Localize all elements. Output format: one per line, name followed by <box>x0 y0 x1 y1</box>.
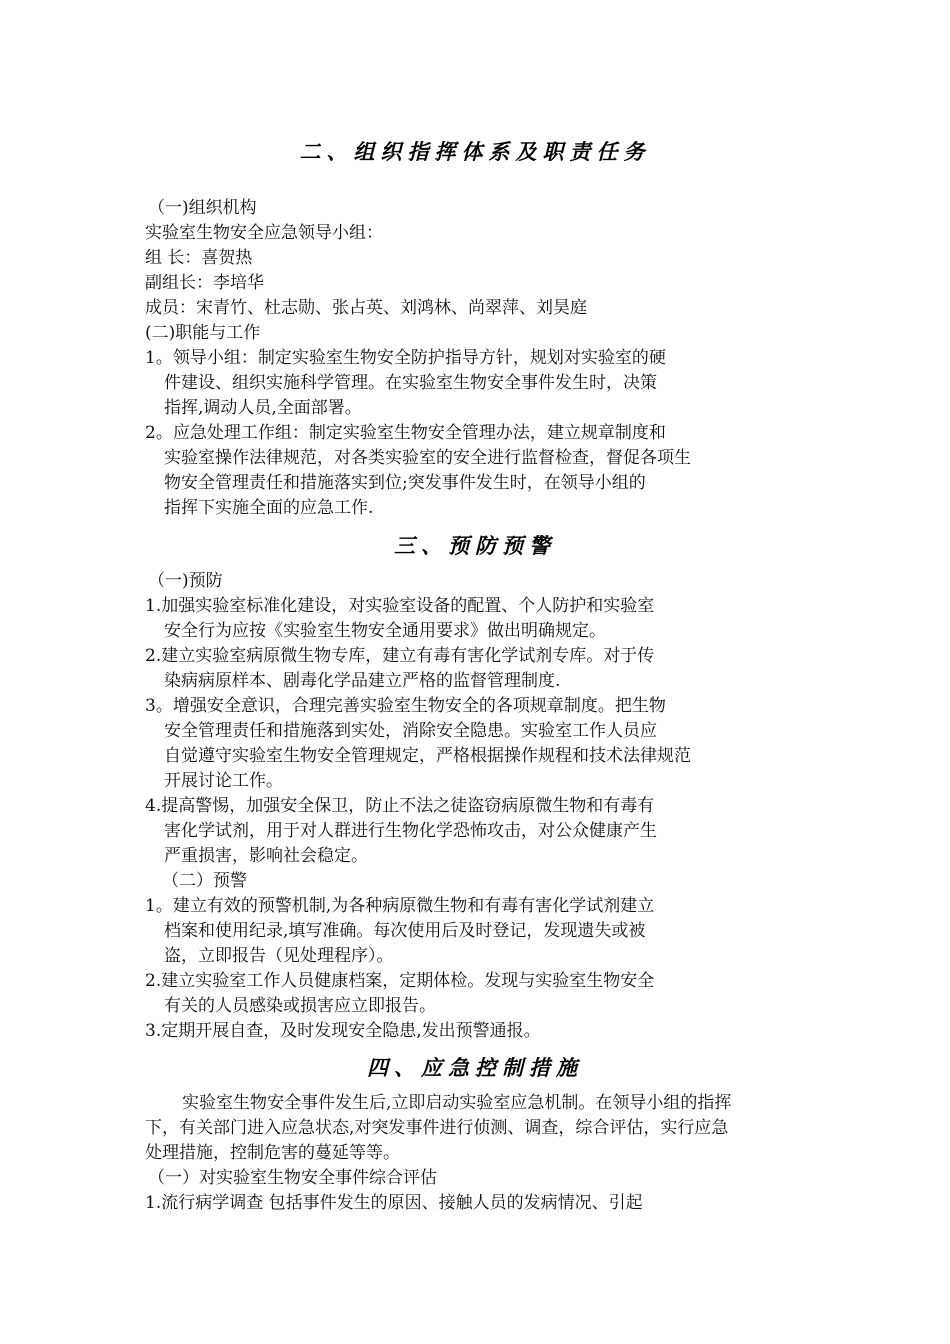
duty-item-1-line-2: 件建设、组织实施科学管理。在实验室生物安全事件发生时，决策 <box>164 373 657 393</box>
warn-item-1-line-2: 档案和使用纪录,填写准确。每次使用后及时登记，发现遗失或被 <box>164 921 646 941</box>
prevent-item-2-line-1: 2.建立实验室病原微生物专库，建立有毒有害化学试剂专库。对于传 <box>145 646 655 666</box>
deputy-leader: 副组长：李培华 <box>145 273 264 293</box>
section4-para-line-1: 实验室生物安全事件发生后,立即启动实验室应急机制。在领导小组的指挥 <box>182 1093 732 1113</box>
prevent-item-4-line-1: 4.提高警惕，加强安全保卫，防止不法之徒盗窃病原微生物和有毒有 <box>145 796 655 816</box>
section2-sub2: (二)职能与工作 <box>145 323 261 343</box>
section3-heading: 三、预防预警 <box>394 534 556 558</box>
duty-item-2-line-4: 指挥下实施全面的应急工作. <box>164 498 374 518</box>
section3-sub2: （二）预警 <box>162 871 247 891</box>
section4-para-line-3: 处理措施，控制危害的蔓延等等。 <box>145 1143 400 1163</box>
warn-item-1-line-1: 1。建立有效的预警机制,为各种病原微生物和有毒有害化学试剂建立 <box>145 896 655 916</box>
section3-sub1: （一)预防 <box>148 571 223 591</box>
group-members: 成员：宋青竹、杜志勋、张占英、刘鸿林、尚翠萍、刘昊庭 <box>145 298 587 318</box>
prevent-item-1-line-1: 1.加强实验室标准化建设，对实验室设备的配置、个人防护和实验室 <box>145 596 655 616</box>
prevent-item-4-line-3: 严重损害，影响社会稳定。 <box>164 846 368 866</box>
warn-item-3: 3.定期开展自查，及时发现安全隐患,发出预警通报。 <box>145 1021 541 1041</box>
prevent-item-3-line-3: 自觉遵守实验室生物安全管理规定，严格根据操作规程和技术法律规范 <box>164 746 691 766</box>
duty-item-2-line-2: 实验室操作法律规范，对各类实验室的安全进行监督检查，督促各项生 <box>164 448 691 468</box>
prevent-item-3-line-2: 安全管理责任和措施落到实处，消除安全隐患。实验室工作人员应 <box>164 721 657 741</box>
leadership-group-title: 实验室生物安全应急领导小组： <box>145 223 383 243</box>
prevent-item-2-line-2: 染病病原样本、剧毒化学品建立严格的监督管理制度. <box>164 671 561 691</box>
assess-item-1: 1.流行病学调查 包括事件发生的原因、接触人员的发病情况、引起 <box>145 1193 643 1213</box>
section2-heading: 二、组织指挥体系及职责任务 <box>299 140 651 164</box>
prevent-item-3-line-1: 3。增强安全意识，合理完善实验室生物安全的各项规章制度。把生物 <box>145 696 666 716</box>
duty-item-1-line-1: 1。领导小组：制定实验室生物安全防护指导方针，规划对实验室的硬 <box>145 348 666 368</box>
prevent-item-4-line-2: 害化学试剂，用于对人群进行生物化学恐怖攻击，对公众健康产生 <box>164 821 657 841</box>
duty-item-1-line-3: 指挥,调动人员,全面部署。 <box>164 398 362 418</box>
section4-heading: 四、应急控制措施 <box>367 1056 583 1080</box>
duty-item-2-line-1: 2。应急处理工作组：制定实验室生物安全管理办法，建立规章制度和 <box>145 423 666 443</box>
section2-sub1: （一)组织机构 <box>148 198 257 218</box>
duty-item-2-line-3: 物安全管理责任和措施落实到位;突发事件发生时，在领导小组的 <box>164 473 646 493</box>
section4-sub1: （一）对实验室生物安全事件综合评估 <box>148 1168 437 1188</box>
group-leader: 组 长：喜贺热 <box>145 248 253 268</box>
section4-para-line-2: 下，有关部门进入应急状态,对突发事件进行侦测、调查，综合评估，实行应急 <box>145 1118 729 1138</box>
warn-item-2-line-2: 有关的人员感染或损害应立即报告。 <box>164 996 436 1016</box>
prevent-item-3-line-4: 开展讨论工作。 <box>164 771 283 791</box>
warn-item-1-line-3: 盗，立即报告（见处理程序）。 <box>164 946 394 966</box>
warn-item-2-line-1: 2.建立实验室工作人员健康档案，定期体检。发现与实验室生物安全 <box>145 971 655 991</box>
prevent-item-1-line-2: 安全行为应按《实验室生物安全通用要求》做出明确规定。 <box>164 621 606 641</box>
